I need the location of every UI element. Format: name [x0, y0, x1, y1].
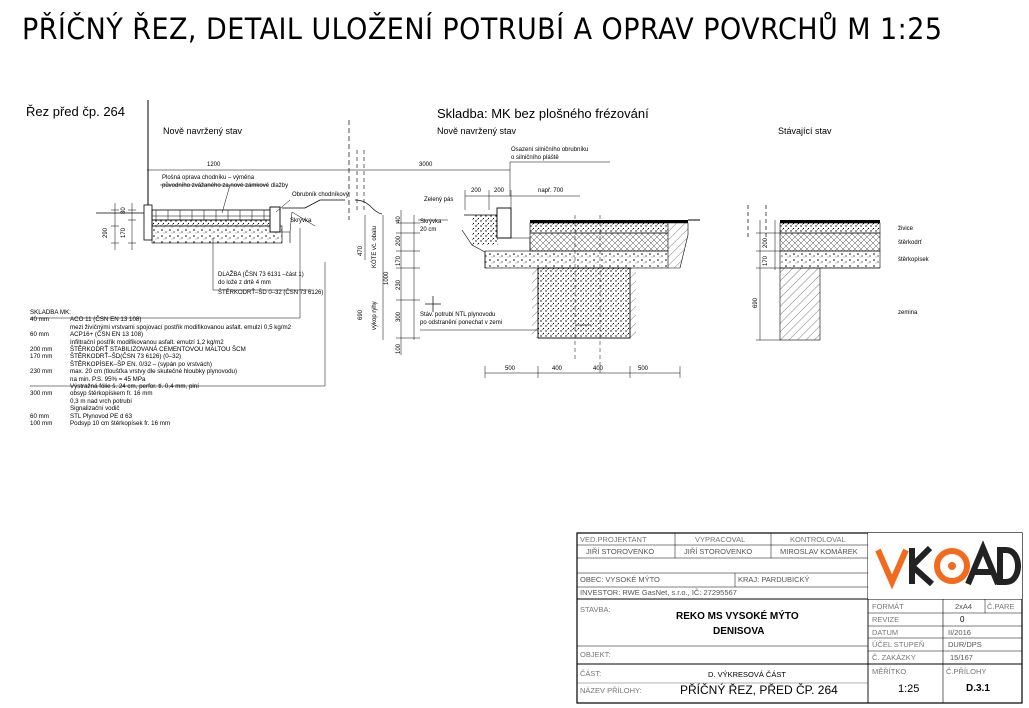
legend-row [30, 316, 291, 323]
legend-text: ACO 11 (ČSN EN 13 108) [70, 316, 142, 324]
legend-row [30, 339, 291, 346]
legend-row [30, 398, 291, 405]
legend-thickness: 100 mm [30, 420, 53, 428]
tb-zakazka-label: Č. ZAKÁZKY [872, 653, 916, 662]
middle-section-drawing [365, 162, 700, 378]
legend-thickness: 40 mm [30, 316, 49, 324]
title-block-frame [577, 533, 1022, 703]
note-curb-b: o silničního pláště [511, 155, 559, 161]
legend-header: SKLADBA MK: [30, 309, 71, 316]
dim-170-b: 170 [396, 255, 402, 266]
page-title: PŘÍČNÝ ŘEZ, DETAIL ULOŽENÍ POTRUBÍ A OPRAV POVRCHŮ M 1:25 [22, 12, 943, 46]
tb-priloha-value: D.3.1 [966, 683, 990, 694]
dim-300: 300 [396, 311, 402, 322]
tb-meritko-value: 1:25 [898, 683, 920, 695]
legend-thickness [30, 398, 70, 405]
legend-thickness: 300 mm [30, 390, 53, 398]
dim-80: 80 [121, 207, 127, 214]
legend-row [30, 376, 291, 383]
tb-vedouci-label: VED.PROJEKTANT [580, 535, 647, 544]
legend-text: max. 20 cm (tloušťka vrstvy dle skutečné hloubky plynovodu) [70, 368, 238, 376]
legend-thickness [30, 405, 70, 412]
dlazba-1: DLAŽBA (ČSN 73 6131 –část 1) [218, 272, 304, 278]
legend-row [30, 353, 291, 360]
legend-thickness: 200 mm [30, 346, 53, 354]
middle-state-label: Nově navržený stav [437, 126, 517, 136]
skryvka-label: Skrývka [420, 219, 442, 225]
right-dim-690: 690 [753, 297, 759, 308]
legend-thickness: 170 mm [30, 353, 53, 361]
legend-text: STL Plynovod PE d 63 [70, 412, 133, 420]
legend-row [30, 413, 291, 420]
left-state-label: Nově navržený stav [163, 126, 243, 136]
dim-1200: 1200 [207, 162, 221, 168]
tb-format-label: FORMÁT [872, 602, 904, 611]
tb-priloha-label: Č.PŘÍLOHY [946, 667, 987, 676]
dim-bottom-500-a: 500 [505, 366, 516, 372]
dim-bottom-500-b: 500 [638, 366, 649, 372]
right-section-drawing [748, 205, 880, 340]
dim-bottom-400-b: 400 [593, 366, 604, 372]
legend-thickness [30, 361, 70, 368]
dim-200-b: 200 [494, 188, 505, 194]
tb-vypracoval: JIŘÍ STOROVENKO [684, 547, 753, 556]
label-asfalt: živice [898, 226, 914, 232]
dim-200-a: 200 [471, 188, 482, 194]
legend-thickness: 230 mm [30, 368, 53, 376]
legend-thickness [30, 324, 70, 331]
legend-text: ŠTĚRKODRŤ STABILIZOVANÁ CEMENTOVOU MALTOU ŠCM [70, 346, 246, 354]
tb-stupen-value: DUR/DPS [948, 640, 982, 649]
tb-vedouci: JIŘÍ STOROVENKO [586, 547, 655, 556]
legend-text: Signalizační vodič [70, 405, 120, 413]
tb-format-value: 2xA4 [955, 602, 973, 611]
legend-thickness [30, 376, 70, 383]
tb-stavba-1: REKO MS VYSOKÉ MÝTO [676, 611, 799, 622]
tb-investor: INVESTOR: RWE GasNet, s.r.o., IČ: 27295567 [580, 588, 737, 597]
dim-470: 470 [358, 245, 364, 256]
pipe-note-1: Stáv. potrubí NTL plynovodu [420, 312, 496, 318]
cote-label: KÓTE vč. obalu [372, 225, 378, 268]
right-state-label: Stávající stav [778, 126, 832, 136]
legend-text: mezi živičnými vrstvami spojovací postřik modifikovanou asfalt. emulzí 0,5 kg/m2 [70, 323, 292, 331]
dim-100: 100 [396, 343, 402, 354]
tb-nazev-label: NÁZEV PŘÍLOHY: [580, 686, 642, 695]
dim-290: 290 [103, 227, 109, 238]
left-skryvka-label: Skrývka [290, 218, 312, 224]
tb-kontroloval: MIROSLAV KOMÁREK [780, 547, 858, 556]
legend-thickness [30, 383, 70, 390]
dim-napr-700: např. 700 [538, 188, 564, 194]
label-sterkodrt: štěrkodrť [898, 240, 922, 246]
dim-40: 40 [396, 216, 402, 223]
dim-200-c: 200 [396, 235, 402, 246]
legend-row [30, 368, 291, 375]
vykop-label: výkop rýhy [372, 301, 378, 330]
tb-datum-label: DATUM [872, 628, 899, 637]
right-dim-200: 200 [763, 237, 769, 248]
legend-thickness: 60 mm [30, 412, 49, 420]
legend-row [30, 331, 291, 338]
tb-zakazka-value: 15/167 [950, 653, 973, 662]
middle-section-heading: Skladba: MK bez plošného frézování [437, 106, 649, 121]
legend-text: Výstražná fólie š. 24 cm, perfor. tl. 0,4 mm, plní [70, 383, 199, 391]
tb-kontroloval-label: KONTROLOVAL [790, 535, 846, 544]
tb-stavba-2: DENISOVA [713, 626, 765, 637]
layer-legend [30, 309, 291, 428]
legend-text: ACP16+ (ČSN EN 13 108) [70, 331, 144, 339]
left-section-heading: Řez před čp. 264 [26, 104, 126, 119]
legend-row [30, 405, 291, 412]
dim-1000: 1000 [384, 271, 390, 285]
tb-stavba-label: STAVBA: [580, 605, 611, 614]
skryvka-depth: 20 cm [420, 227, 437, 233]
label-sterkopisek: štěrkopísek [898, 257, 929, 263]
tb-kraj: KRAJ: PARDUBICKÝ [738, 575, 810, 584]
tb-cast-label: ČÁST: [580, 669, 602, 678]
label-zemina: zemina [898, 310, 918, 316]
legend-thickness [30, 339, 70, 346]
dim-690: 690 [358, 309, 364, 320]
legend-text: Infiltrační postřik modifikovanou asfalt. emulzí 1,2 kg/m2 [70, 338, 224, 346]
tb-vypracoval-label: VYPRACOVAL [695, 535, 746, 544]
tb-datum-value: II/2016 [948, 628, 971, 637]
legend-thickness: 60 mm [30, 331, 49, 339]
tb-cast-value: D. VÝKRESOVÁ ČÁST [708, 670, 786, 679]
legend-text: na min. P.S. 95% = 45 MPa [70, 375, 146, 383]
tb-objekt-label: OBJEKT: [580, 650, 611, 659]
pipe-note-2: po odstranění ponechat v zemi [420, 320, 503, 326]
legend-text: Podsyp 10 cm štěrkopísek fr. 16 mm [70, 420, 171, 428]
legend-text: 0,3 m nad vrch potrubí [70, 397, 132, 405]
green-strip-label: Zelený pás [424, 197, 454, 203]
tb-meritko-label: MĚŘÍTKO [872, 667, 907, 676]
dim-230: 230 [396, 279, 402, 290]
note-curb-a: Osazení silničního obrubníku [511, 147, 589, 153]
dim-3000: 3000 [419, 162, 433, 168]
note-sidewalk-1: Plošná oprava chodníku – výměna [162, 175, 255, 181]
legend-row [30, 390, 291, 397]
tb-nazev-value: PŘÍČNÝ ŘEZ, PŘED ČP. 264 [680, 683, 838, 697]
legend-text: ŠTĚRKODRŤ–ŠD(ČSN 73 6126) (0–32) [70, 353, 182, 361]
tb-obec: OBEC: VYSOKÉ MÝTO [580, 575, 660, 584]
tb-revize-label: REVIZE [872, 615, 900, 624]
legend-row [30, 324, 291, 331]
right-dim-170: 170 [763, 255, 769, 266]
tb-copy-label: Č.PARE [987, 602, 1015, 611]
note-sidewalk-2: původního zvážaného za nové zámkové dlažby [162, 183, 289, 189]
curb-label: Obrubník chodníkový [292, 192, 349, 198]
dlazba-3: ŠTĚRKODRŤ–ŠD 0–32 (ČSN 73 6126) [218, 290, 324, 296]
tb-stupen-label: ÚČEL STUPEŇ [872, 640, 925, 649]
legend-row [30, 361, 291, 368]
dlazba-2: do lože z drtě 4 mm [218, 280, 271, 286]
legend-row [30, 420, 291, 427]
dim-bottom-400-a: 400 [552, 366, 563, 372]
legend-row [30, 383, 291, 390]
legend-text: ŠTĚRKOPÍSEK–ŠP EN. 0/32 – (sypán po vrstvách) [70, 360, 212, 368]
dim-170: 170 [121, 227, 127, 238]
legend-text: obsyp štěrkopískem fr. 16 mm [70, 390, 153, 398]
tb-revize-value: 0 [960, 615, 965, 624]
